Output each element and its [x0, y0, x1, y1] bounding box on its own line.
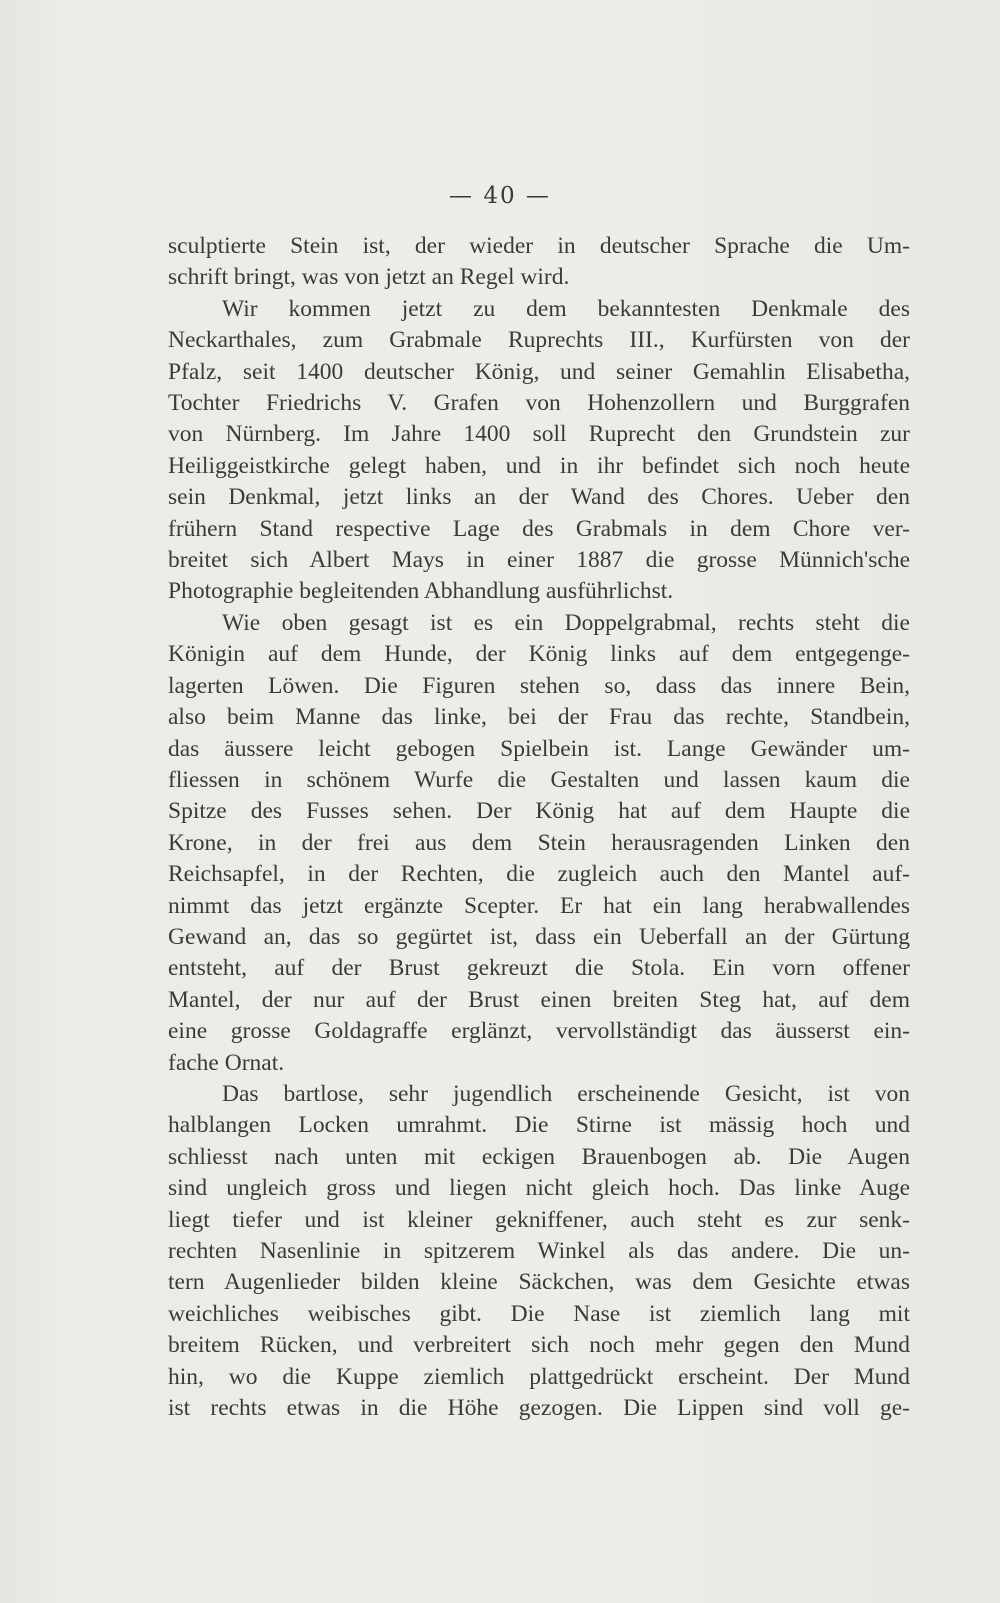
text-line: Das bartlose, sehr jugendlich erscheinende Gesicht, ist von	[222, 1080, 910, 1107]
text-line: Neckarthales, zum Grabmale Ruprechts III., Kurfürsten von der	[168, 327, 910, 354]
text-line: breitem Rücken, und verbreitert sich noch mehr gegen den Mund	[168, 1332, 910, 1359]
text-line: Mantel, der nur auf der Brust einen breiten Steg hat, auf dem	[168, 986, 910, 1013]
text-line: Reichsapfel, in der Rechten, die zugleich auch den Mantel auf-	[168, 861, 910, 888]
text-line: fache Ornat.	[168, 1049, 285, 1076]
text-line: Wie oben gesagt ist es ein Doppelgrabmal, rechts steht die	[222, 609, 910, 636]
text-line: halblangen Locken umrahmt. Die Stirne ist mässig hoch und	[168, 1112, 910, 1139]
text-line: das äussere leicht gebogen Spielbein ist. Lange Gewänder um-	[168, 735, 910, 762]
text-line: Heiliggeistkirche gelegt haben, und in ihr befindet sich noch heute	[168, 452, 910, 479]
text-line: sein Denkmal, jetzt links an der Wand des Chores. Ueber den	[168, 484, 910, 511]
text-line: ist rechts etwas in die Höhe gezogen. Die Lippen sind voll ge-	[168, 1395, 910, 1422]
text-line: sculptierte Stein ist, der wieder in deutscher Sprache die Um-	[168, 233, 910, 259]
text-line: schliesst nach unten mit eckigen Brauenbogen ab. Die Augen	[168, 1143, 910, 1170]
text-line: Königin auf dem Hunde, der König links auf dem entgegenge-	[168, 641, 910, 668]
text-line: Spitze des Fusses sehen. Der König hat auf dem Haupte die	[168, 798, 910, 825]
text-line: rechten Nasenlinie in spitzerem Winkel als das andere. Die un-	[168, 1238, 910, 1264]
text-line: sind ungleich gross und liegen nicht gleich hoch. Das linke Auge	[168, 1175, 910, 1202]
text-line: lagerten Löwen. Die Figuren stehen so, dass das innere Bein,	[168, 672, 910, 699]
text-line: fliessen in schönem Wurfe die Gestalten und lassen kaum die	[168, 766, 910, 793]
text-line: Photographie begleitenden Abhandlung ausführlichst.	[168, 578, 674, 605]
text-line: Wir kommen jetzt zu dem bekanntesten Denkmale des	[222, 295, 910, 322]
text-line: weichliches weibisches gibt. Die Nase ist ziemlich lang mit	[168, 1300, 910, 1327]
text-line: entsteht, auf der Brust gekreuzt die Stola. Ein vorn offener	[168, 955, 910, 982]
text-line: also beim Manne das linke, bei der Frau das rechte, Standbein,	[168, 704, 910, 731]
text-line: Pfalz, seit 1400 deutscher König, und seiner Gemahlin Elisabetha,	[168, 358, 910, 385]
text-line: nimmt das jetzt ergänzte Scepter. Er hat ein lang herabwallendes	[168, 892, 910, 919]
text-line: Tochter Friedrichs V. Grafen von Hohenzollern und Burggrafen	[168, 390, 910, 417]
text-line: Gewand an, das so gegürtet ist, dass ein Ueberfall an der Gürtung	[168, 923, 910, 950]
text-line: breitet sich Albert Mays in einer 1887 die grosse Münnich'sche	[168, 547, 910, 574]
text-line: tern Augenlieder bilden kleine Säckchen, was dem Gesichte etwas	[168, 1269, 910, 1296]
page-number: — 40 —	[449, 183, 551, 209]
text-line: hin, wo die Kuppe ziemlich plattgedrückt erscheint. Der Mund	[168, 1363, 910, 1390]
text-line: Krone, in der frei aus dem Stein herausragenden Linken den	[168, 829, 910, 856]
body-text	[168, 231, 910, 1424]
text-line: eine grosse Goldagraffe erglänzt, vervollständigt das äusserst ein-	[168, 1018, 910, 1045]
text-line: von Nürnberg. Im Jahre 1400 soll Ruprecht den Grundstein zur	[168, 421, 910, 448]
text-line: frühern Stand respective Lage des Grabmals in dem Chore ver-	[168, 515, 910, 542]
text-line: schrift bringt, was von jetzt an Regel wird.	[168, 264, 570, 291]
text-line: liegt tiefer und ist kleiner gekniffener, auch steht es zur senk-	[168, 1206, 910, 1233]
